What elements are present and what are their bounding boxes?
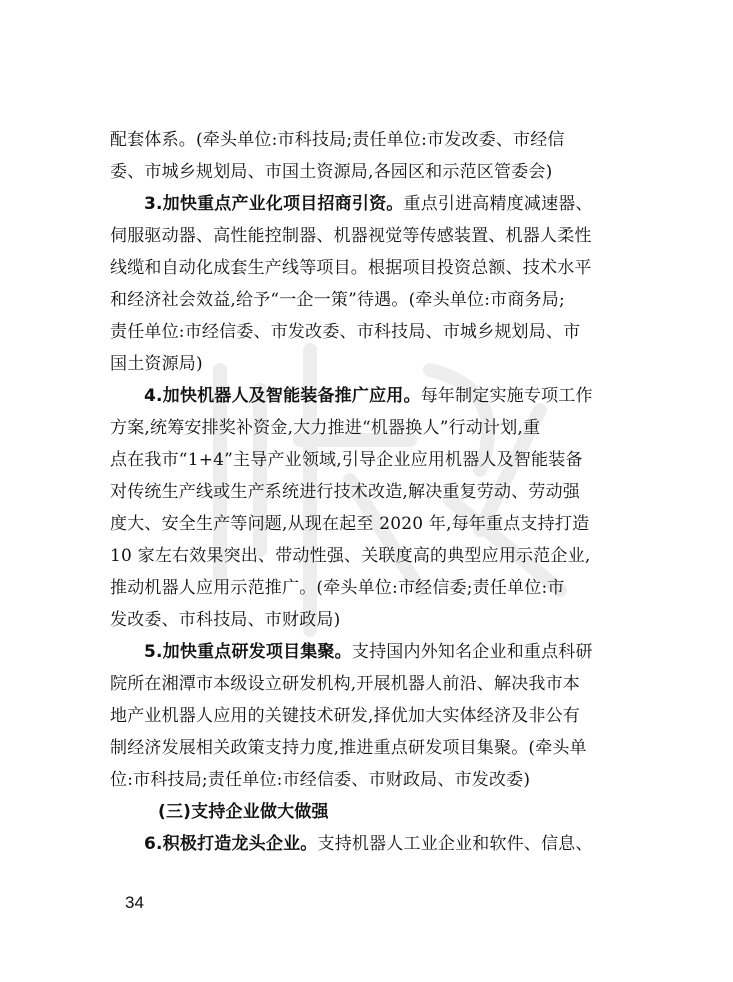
- text-line: [110, 828, 630, 860]
- text-line: [110, 636, 630, 668]
- text-segment: 伺服驱动器、高性能控制器、机器视觉等传感装置、机器人柔性: [110, 226, 592, 246]
- text-segment: 国土资源局): [110, 354, 203, 374]
- text-segment: 重点引进高精度减速器、: [403, 194, 593, 214]
- text-segment: 点在我市“1+4”主导产业领域,引导企业应用机器人及智能装备: [110, 450, 583, 470]
- text-line: [110, 188, 630, 220]
- text-line: [110, 316, 630, 348]
- text-segment: 院所在湘潭市本级设立研发机构,开展机器人前沿、解决我市本: [110, 674, 581, 694]
- text-segment: 地产业机器人应用的关键技术研发,择优加大实体经济及非公有: [110, 706, 581, 726]
- text-line: [110, 732, 630, 764]
- text-line: [110, 380, 630, 412]
- item-heading: 5.加快重点研发项目集聚。: [144, 642, 352, 662]
- text-line: [110, 604, 630, 636]
- text-line: [110, 572, 630, 604]
- text-segment: 度大、安全生产等问题,从现在起至 2020 年,每年重点支持打造: [110, 514, 590, 534]
- text-segment: 发改委、市科技局、市财政局): [110, 610, 341, 630]
- text-segment: 10 家左右效果突出、带动性强、关联度高的典型应用示范企业,: [110, 546, 591, 566]
- text-line: [110, 124, 630, 156]
- text-segment: 每年制定实施专项工作: [420, 386, 593, 406]
- text-line: [110, 156, 630, 188]
- text-segment: 线缆和自动化成套生产线等项目。根据项目投资总额、技术水平: [110, 258, 592, 278]
- text-segment: 推动机器人应用示范推广。(牵头单位:市经信委;责任单位:市: [110, 578, 565, 598]
- page-number: 34: [125, 893, 144, 912]
- text-segment: 责任单位:市经信委、市发改委、市科技局、市城乡规划局、市: [110, 322, 581, 342]
- item-heading: 3.加快重点产业化项目招商引资。: [144, 194, 404, 214]
- item-heading: 6.积极打造龙头企业。: [144, 834, 318, 854]
- text-segment: 位:市科技局;责任单位:市经信委、市财政局、市发改委): [110, 770, 531, 790]
- text-segment: 支持机器人工业企业和软件、信息、: [317, 834, 593, 854]
- text-segment: 支持国内外知名企业和重点科研: [351, 642, 593, 662]
- text-line: [110, 252, 630, 284]
- item-heading: 4.加快机器人及智能装备推广应用。: [144, 386, 421, 406]
- section-heading: (三)支持企业做大做强: [158, 802, 329, 822]
- text-line: [110, 444, 630, 476]
- text-segment: 配套体系。(牵头单位:市科技局;责任单位:市发改委、市经信: [110, 130, 565, 150]
- text-line: [110, 764, 630, 796]
- text-line: [110, 348, 630, 380]
- text-line: [110, 668, 630, 700]
- text-line: [110, 220, 630, 252]
- text-line: [110, 508, 630, 540]
- text-line: [110, 284, 630, 316]
- text-segment: 制经济发展相关政策支持力度,推进重点研发项目集聚。(牵头单: [110, 738, 587, 758]
- text-segment: 对传统生产线或生产系统进行技术改造,解决重复劳动、劳动强: [110, 482, 581, 502]
- text-line: [110, 700, 630, 732]
- text-line: [110, 540, 630, 572]
- text-segment: 和经济社会效益,给予“一企一策”待遇。(牵头单位:市商务局;: [110, 290, 565, 310]
- text-line: [110, 412, 630, 444]
- text-segment: 方案,统筹安排奖补资金,大力推进“机器换人”行动计划,重: [110, 418, 541, 438]
- text-segment: 委、市城乡规划局、市国土资源局,各园区和示范区管委会): [110, 162, 553, 182]
- text-line: [110, 476, 630, 508]
- document-body: [110, 124, 630, 860]
